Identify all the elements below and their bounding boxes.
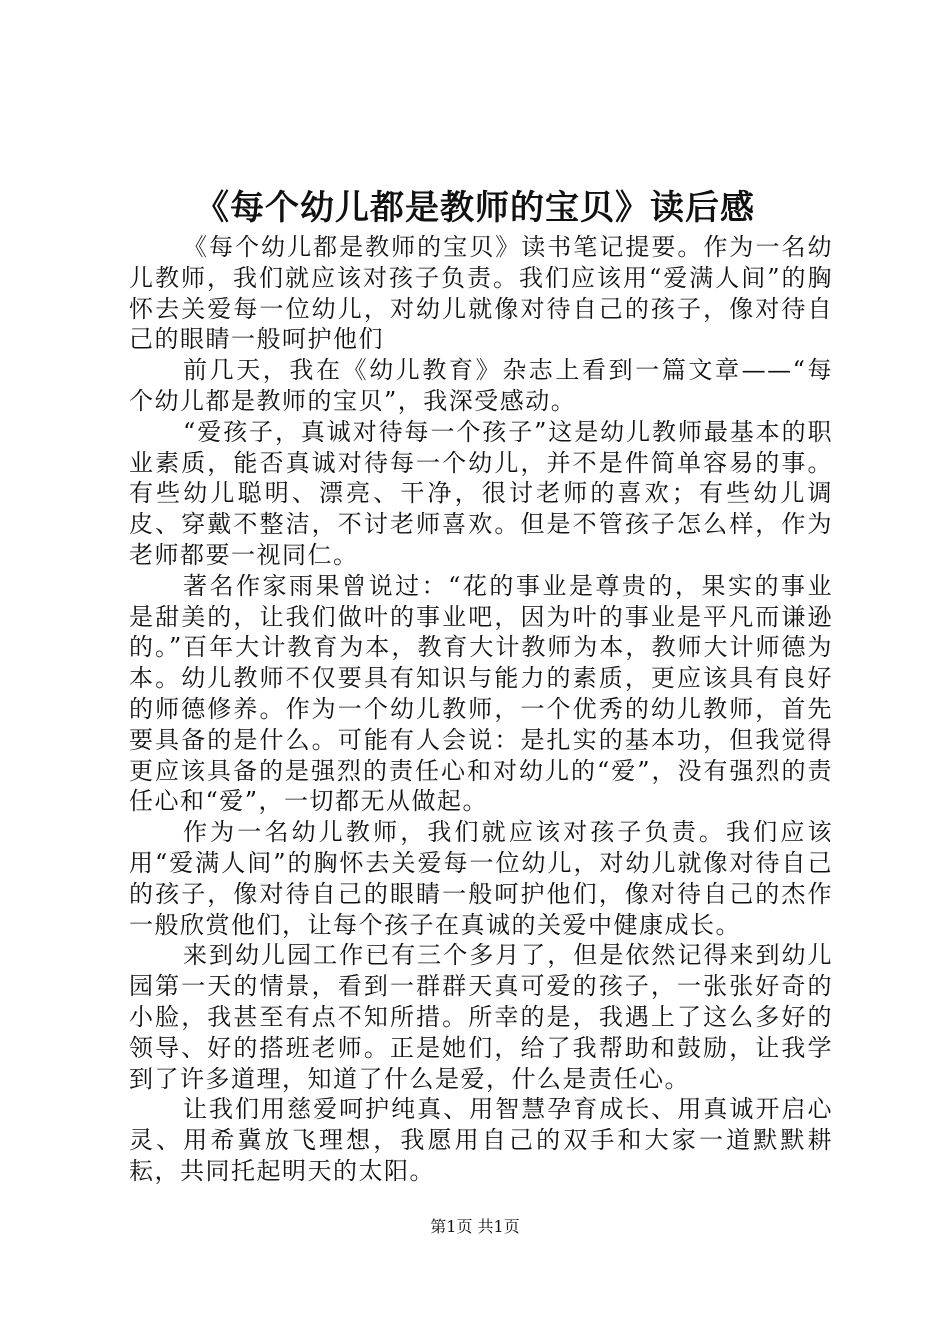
paragraph: 前几天，我在《幼儿教育》杂志上看到一篇文章——“每个幼儿都是教师的宝贝”，我深受感动。 (129, 356, 833, 415)
page-footer: 第1页 共1页 (430, 1217, 520, 1236)
paragraph: 来到幼儿园工作已有三个多月了，但是依然记得来到幼儿园第一天的情景，看到一群群天真可爱的孩子，一张张好奇的小脸，我甚至有点不知所措。所幸的是，我遇上了这么多好的领导、好的搭班老师。正是她们，给了我帮助和鼓励，让我学到了许多道理，知道了什么是爱，什么是责任心。 (129, 941, 833, 1093)
paragraph: 让我们用慈爱呵护纯真、用智慧孕育成长、用真诚开启心灵、用希冀放飞理想，我愿用自己的双手和大家一道默默耕耘，共同托起明天的太阳。 (129, 1095, 833, 1185)
paragraph: 作为一名幼儿教师，我们就应该对孩子负责。我们应该用“爱满人间”的胸怀去关爱每一位幼儿，对幼儿就像对待自己的孩子，像对待自己的眼睛一般呵护他们，像对待自己的杰作一般欣赏他们，让每个孩子在真诚的关爱中健康成长。 (129, 818, 833, 939)
document-body (129, 232, 833, 1187)
paragraph: 著名作家雨果曾说过：“花的事业是尊贵的，果实的事业是甜美的，让我们做叶的事业吧，因为叶的事业是平凡而谦逊的。”百年大计教育为本，教育大计教师为本，教师大计师德为本。幼儿教师不仅要具有知识与能力的素质，更应该具有良好的师德修养。作为一个幼儿教师，一个优秀的幼儿教师，首先要具备的是什么。可能有人会说：是扎实的基本功，但我觉得更应该具备的是强烈的责任心和对幼儿的“爱”，没有强烈的责任心和“爱”，一切都无从做起。 (129, 571, 833, 816)
page-title: 《每个幼儿都是教师的宝贝》读后感 (195, 188, 755, 228)
paragraph: “爱孩子，真诚对待每一个孩子”这是幼儿教师最基本的职业素质，能否真诚对待每一个幼儿，并不是件简单容易的事。有些幼儿聪明、漂亮、干净，很讨老师的喜欢；有些幼儿调皮、穿戴不整洁，不讨老师喜欢。但是不管孩子怎么样，作为老师都要一视同仁。 (129, 417, 833, 569)
paragraph: 《每个幼儿都是教师的宝贝》读书笔记提要。作为一名幼儿教师，我们就应该对孩子负责。我们应该用“爱满人间”的胸怀去关爱每一位幼儿，对幼儿就像对待自己的孩子，像对待自己的眼睛一般呵护他们 (129, 233, 833, 354)
